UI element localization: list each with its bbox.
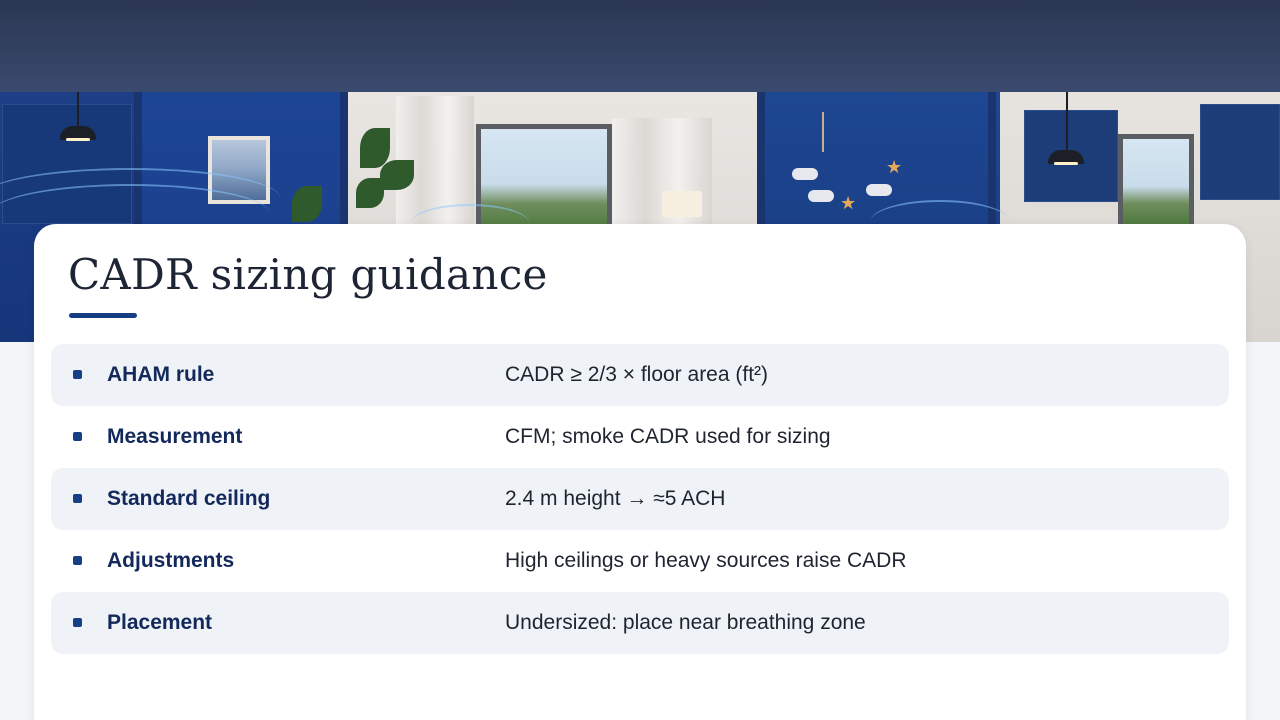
title-underline	[69, 313, 137, 318]
cloud-icon	[808, 190, 834, 202]
list-item	[51, 592, 1229, 654]
list-item	[51, 530, 1229, 592]
kitchen-cabinet	[1200, 104, 1280, 200]
list-item	[51, 344, 1229, 406]
cloud-icon	[792, 168, 818, 180]
plant-leaf-icon	[292, 186, 322, 222]
list-item	[51, 468, 1229, 530]
star-icon: ★	[840, 193, 857, 213]
hero-ceiling	[0, 0, 1280, 92]
item-description: Undersized: place near breathing zone	[505, 611, 866, 634]
pendant-lamp-icon	[60, 126, 96, 140]
item-term: Standard ceiling	[107, 487, 271, 510]
cloud-icon	[866, 184, 892, 196]
item-term: Adjustments	[107, 549, 235, 572]
item-description: CFM; smoke CADR used for sizing	[505, 425, 831, 448]
content-card	[34, 224, 1246, 720]
guidance-list	[51, 344, 1229, 654]
star-icon: ★	[886, 157, 903, 177]
item-term: Measurement	[107, 425, 243, 448]
plant-leaf-icon	[360, 128, 390, 168]
plant-leaf-icon	[380, 160, 414, 190]
bullet-icon	[73, 618, 82, 627]
bullet-icon	[73, 370, 82, 379]
slide-title: CADR sizing guidance	[68, 250, 548, 299]
curtain-right	[612, 118, 712, 236]
item-description: 2.4 m height → ≈5 ACH	[505, 487, 726, 510]
item-term: AHAM rule	[107, 363, 215, 386]
pendant-lamp-icon	[1048, 150, 1084, 164]
list-item	[51, 406, 1229, 468]
bullet-icon	[73, 432, 82, 441]
bullet-icon	[73, 556, 82, 565]
table-lamp-icon	[662, 191, 702, 217]
item-description: High ceilings or heavy sources raise CADR	[505, 549, 907, 572]
item-description: CADR ≥ 2/3 × floor area (ft²)	[505, 363, 769, 386]
kitchen-window-illustration	[1118, 134, 1194, 230]
bullet-icon	[73, 494, 82, 503]
plant-leaf-icon	[356, 178, 384, 208]
item-term: Placement	[107, 611, 213, 634]
